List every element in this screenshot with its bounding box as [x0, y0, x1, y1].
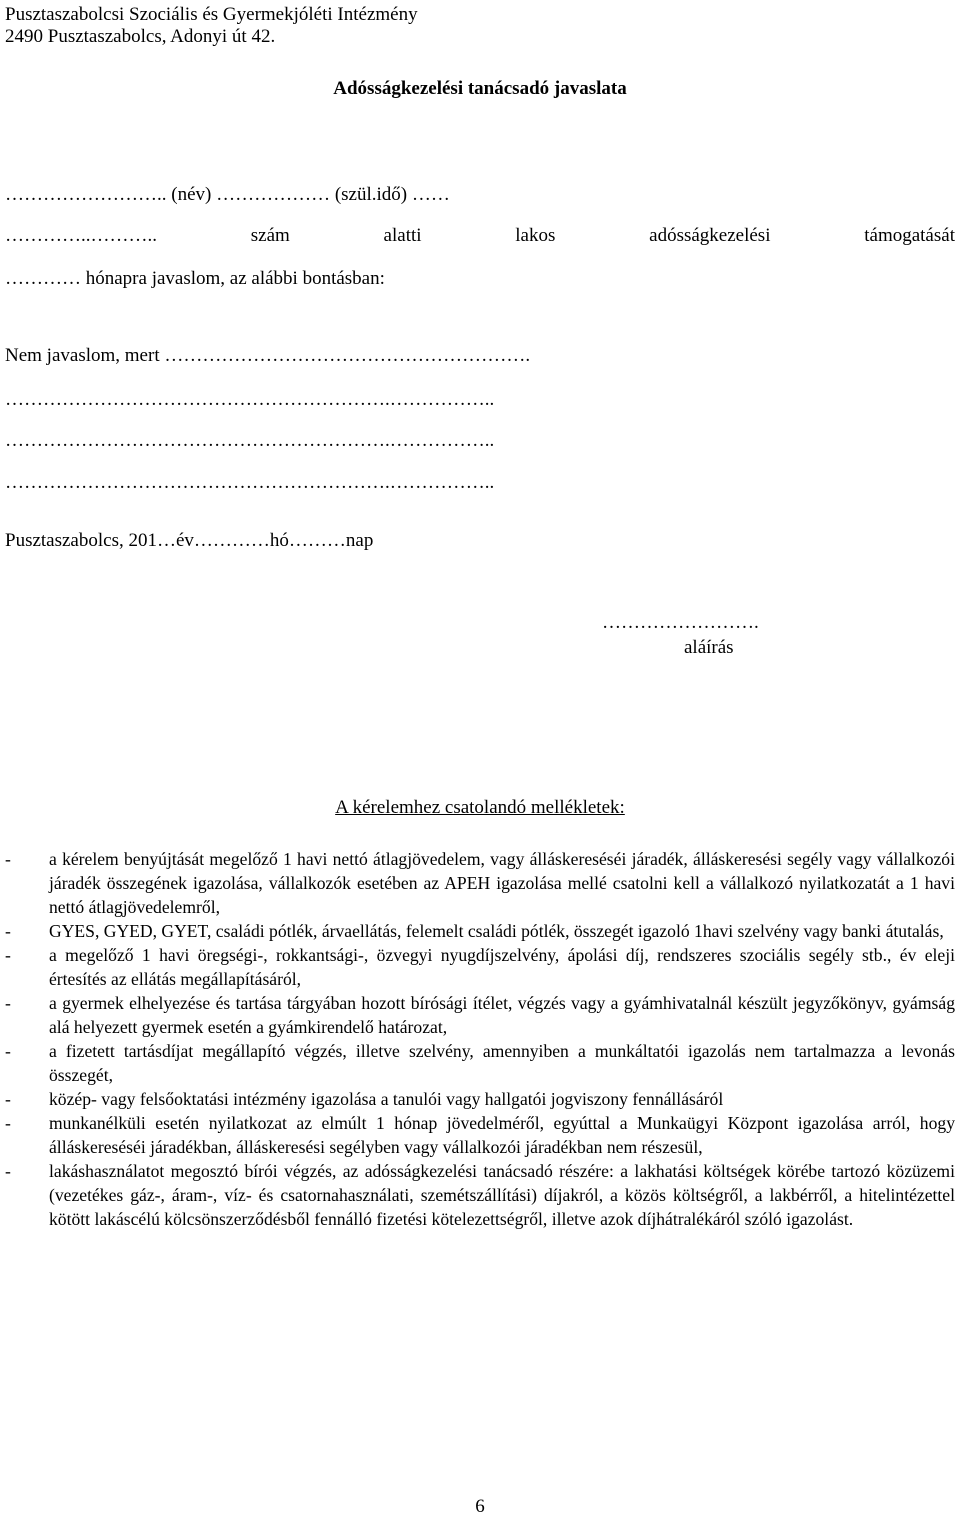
list-item-text: a fizetett tartásdíjat megállapító végzés, illetve szelvény, amennyiben a munkáltatói igazolás nem tartalmazza a levonás összegét,	[49, 1041, 955, 1085]
list-bullet: -	[5, 921, 11, 941]
list-bullet: -	[5, 993, 11, 1013]
address-word: támogatását	[864, 225, 955, 246]
address-word: alatti	[383, 225, 422, 246]
form-line-months: ………… hónapra javaslom, az alábbi bontásban:	[5, 268, 385, 289]
form-line-address	[5, 225, 955, 247]
institution-address: 2490 Pusztaszabolcs, Adonyi út 42.	[5, 26, 276, 47]
list-item	[5, 1087, 955, 1111]
list-bullet: -	[5, 1161, 11, 1181]
form-line-name: …………………….. (név) ……………… (szül.idő) ……	[5, 184, 450, 205]
list-bullet: -	[5, 1113, 11, 1133]
list-item	[5, 1111, 955, 1159]
address-word: szám	[250, 225, 290, 246]
list-item-text: a megelőző 1 havi öregségi-, rokkantsági-, özvegyi nyugdíjszelvény, ápolási díj, rendszeres szociális segély stb., év eleji értesítés az ellátás megállapításáról,	[49, 945, 955, 989]
list-item-text: munkanélküli esetén nyilatkozat az elmúlt 1 hónap jövedelméről, egyúttal a Munkaügyi Központ igazolása arról, hogy álláskereséséi járadékban, álláskeresési segélyben vagy vállalkozói járadékban nem részesül,	[49, 1113, 955, 1157]
list-item	[5, 1039, 955, 1087]
address-word: lakos	[515, 225, 556, 246]
list-item	[5, 847, 955, 919]
institution-name: Pusztaszabolcsi Szociális és Gyermekjóléti Intézmény	[5, 4, 418, 25]
list-bullet: -	[5, 1089, 11, 1109]
list-bullet: -	[5, 945, 11, 965]
date-line: Pusztaszabolcs, 201…év…………hó………nap	[5, 530, 374, 551]
list-item	[5, 919, 955, 943]
list-item-text: közép- vagy felsőoktatási intézmény igazolása a tanulói vagy hallgatói jogviszony fennállásáról	[49, 1089, 724, 1109]
page-number: 6	[475, 1496, 485, 1517]
signature-dots: …………………….	[602, 612, 759, 633]
list-item-text: lakáshasználatot megosztó bírói végzés, az adósságkezelési tanácsadó részére: a lakhatási költségek körébe tartozó közüzemi (vezetékes gáz-, áram-, víz- és csatornahasználati, szemétszállítási) díjakról, a közös költségről, a lakbérről, a hitelintézettel kötött lakáscélú kölcsönszerződésből fennálló fizetési kötelezettségről, illetve azok díjhátralékáról szóló igazolást.	[49, 1161, 955, 1229]
dot-line: …………………………………………………….……………..	[5, 389, 495, 410]
document-title: Adósságkezelési tanácsadó javaslata	[333, 78, 627, 99]
address-dots: …………..………..	[5, 225, 157, 246]
list-item	[5, 1159, 955, 1231]
list-item-text: a kérelem benyújtását megelőző 1 havi nettó átlagjövedelem, vagy álláskereséséi járadék, álláskeresési segély vagy vállalkozói járadék összegének igazolása, vállalkozók esetében az APEH igazolása mellé csatolni kell a vállalkozó nyilatkozatát a 1 havi nettó átlagjövedelemről,	[49, 849, 955, 917]
list-bullet: -	[5, 1041, 11, 1061]
list-item-text: GYES, GYED, GYET, családi pótlék, árvaellátás, felemelt családi pótlék, összegét igazoló 1havi szelvény vagy banki átutalás,	[49, 921, 944, 941]
dot-line: …………………………………………………….……………..	[5, 430, 495, 451]
dot-line: …………………………………………………….……………..	[5, 472, 495, 493]
reject-line: Nem javaslom, mert ………………………………………………….	[5, 345, 531, 366]
list-bullet: -	[5, 849, 11, 869]
list-item-text: a gyermek elhelyezése és tartása tárgyában hozott bírósági ítélet, végzés vagy a gyámhivatalnál készült jegyzőkönyv, gyámság alá helyezett gyermek esetén a gyámkirendelő határozat,	[49, 993, 955, 1037]
list-item	[5, 943, 955, 991]
signature-label: aláírás	[684, 637, 734, 658]
address-word: adósságkezelési	[649, 225, 771, 246]
list-item	[5, 991, 955, 1039]
annex-list	[5, 847, 955, 1231]
annex-title: A kérelemhez csatolandó mellékletek:	[335, 797, 625, 818]
